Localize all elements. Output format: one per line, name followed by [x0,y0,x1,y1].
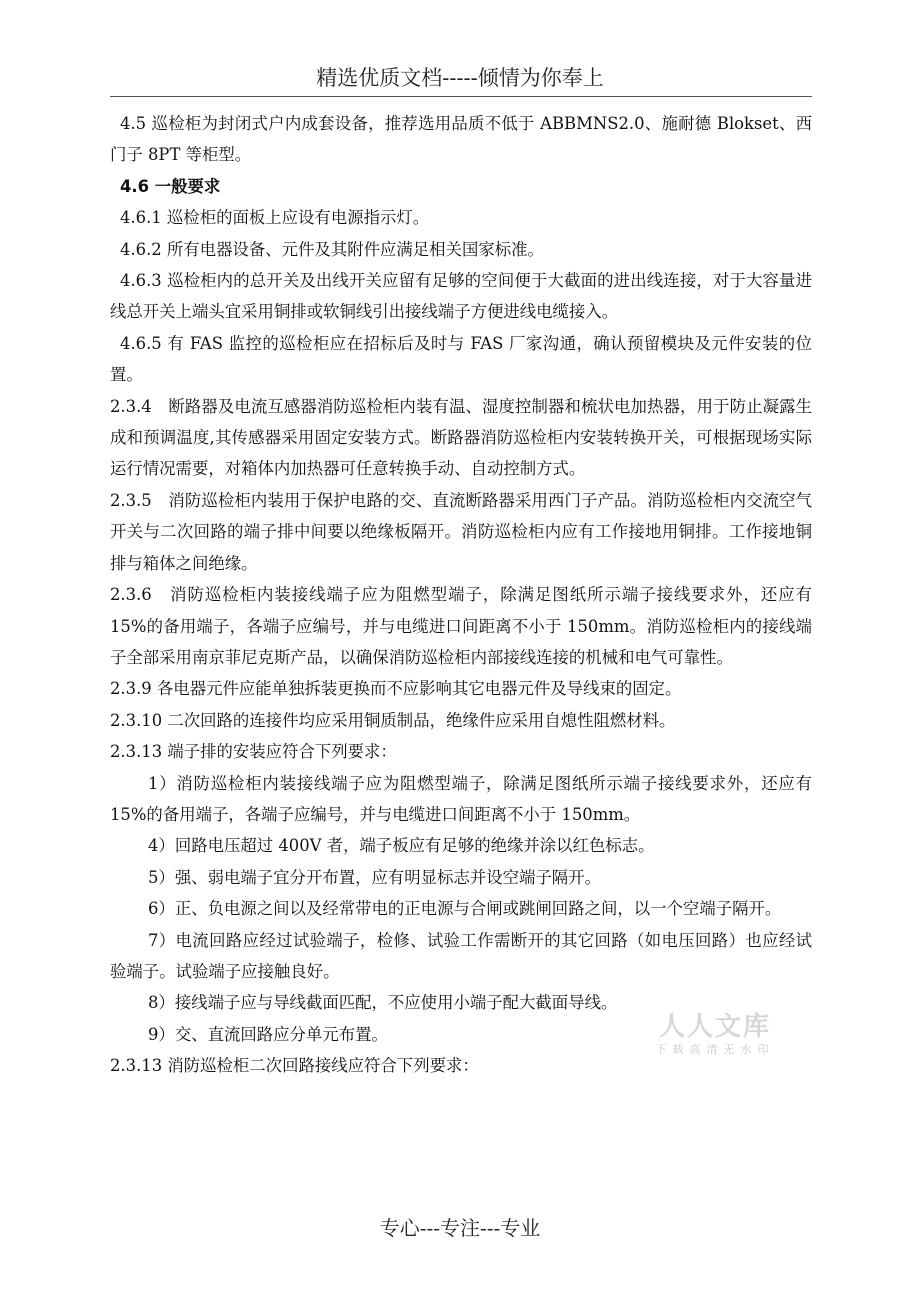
list-item-1: 1）消防巡检柜内装接线端子应为阻燃型端子，除满足图纸所示端子接线要求外，还应有 15%的备用端子，各端子应编号，并与电缆进口间距离不小于 150mm。 [110,773,812,824]
watermark-subtitle: 下载高清无水印 [655,1043,775,1056]
page-footer: 专心---专注---专业 [379,1216,541,1240]
header-divider [110,96,812,97]
paragraph-2-3-13-wiring: 2.3.13 消防巡检柜二次回路接线应符合下列要求： [110,1056,479,1076]
paragraph-4-6-5: 4.6.5 有 FAS 监控的巡检柜应在招标后及时与 FAS 厂家沟通，确认预留模块及元件安装的位置。 [110,333,812,385]
paragraph-4-5: 4.5 巡检柜为封闭式户内成套设备，推荐选用品质不低于 ABBMNS2.0、施耐德 Blokset、西门子 8PT 等柜型。 [110,114,812,165]
list-item-9: 9）交、直流回路应分单元布置。 [148,1024,388,1044]
page-header: 精选优质文档-----倾情为你奉上 [316,66,604,90]
paragraph-2-3-6: 2.3.6 消防巡检柜内装接线端子应为阻燃型端子，除满足图纸所示端子接线要求外，还应有 15%的备用端子，各端子应编号，并与电缆进口间距离不小于 150mm。消防巡检柜内的接线端子全部采用南京菲尼克斯产品，以确保消防巡检柜内部接线连接的机械和电气可靠性。 [110,585,812,667]
paragraph-2-3-13: 2.3.13 端子排的安装应符合下列要求： [110,742,397,762]
document-body [110,108,812,1082]
watermark-title: 人人文库 [658,1012,771,1042]
paragraph-2-3-5: 2.3.5 消防巡检柜内装用于保护电路的交、直流断路器采用西门子产品。消防巡检柜内交流空气开关与二次回路的端子排中间要以绝缘板隔开。消防巡检柜内应有工作接地用铜排。工作接地铜排与箱体之间绝缘。 [110,490,812,573]
paragraph-2-3-9: 2.3.9 各电器元件应能单独拆装更换而不应影响其它电器元件及导线束的固定。 [110,679,682,699]
paragraph-4-6-2: 4.6.2 所有电器设备、元件及其附件应满足相关国家标准。 [120,239,544,259]
paragraph-2-3-10: 2.3.10 二次回路的连接件均应采用铜质制品，绝缘件应采用自熄性阻燃材料。 [110,710,676,730]
list-item-8: 8）接线端子应与导线截面匹配，不应使用小端子配大截面导线。 [148,993,618,1013]
paragraph-4-6-1: 4.6.1 巡检柜的面板上应设有电源指示灯。 [120,208,430,228]
list-item-6: 6）正、负电源之间以及经常带电的正电源与合闸或跳闸回路之间，以一个空端子隔开。 [148,899,782,919]
list-item-7: 7）电流回路应经过试验端子，检修、试验工作需断开的其它回路（如电压回路）也应经试验端子。试验端子应接触良好。 [110,930,812,981]
paragraph-4-6-3: 4.6.3 巡检柜内的总开关及出线开关应留有足够的空间便于大截面的进出线连接，对于大容量进线总开关上端头宜采用铜排或软铜线引出接线端子方便进线电缆接入。 [110,271,812,322]
section-heading-4-6: 4.6 一般要求 [120,176,221,196]
paragraph-2-3-4: 2.3.4 断路器及电流互感器消防巡检柜内装有温、湿度控制器和梳状电加热器，用于防止凝露生成和预调温度,其传感器采用固定安装方式。断路器消防巡检柜内安装转换开关，可根据现场实际运行情况需要，对箱体内加热器可任意转换手动、自动控制方式。 [110,396,812,479]
list-item-4: 4）回路电压超过 400V 者，端子板应有足够的绝缘并涂以红色标志。 [148,836,655,856]
list-item-5: 5）强、弱电端子宜分开布置，应有明显标志并设空端子隔开。 [148,867,601,887]
